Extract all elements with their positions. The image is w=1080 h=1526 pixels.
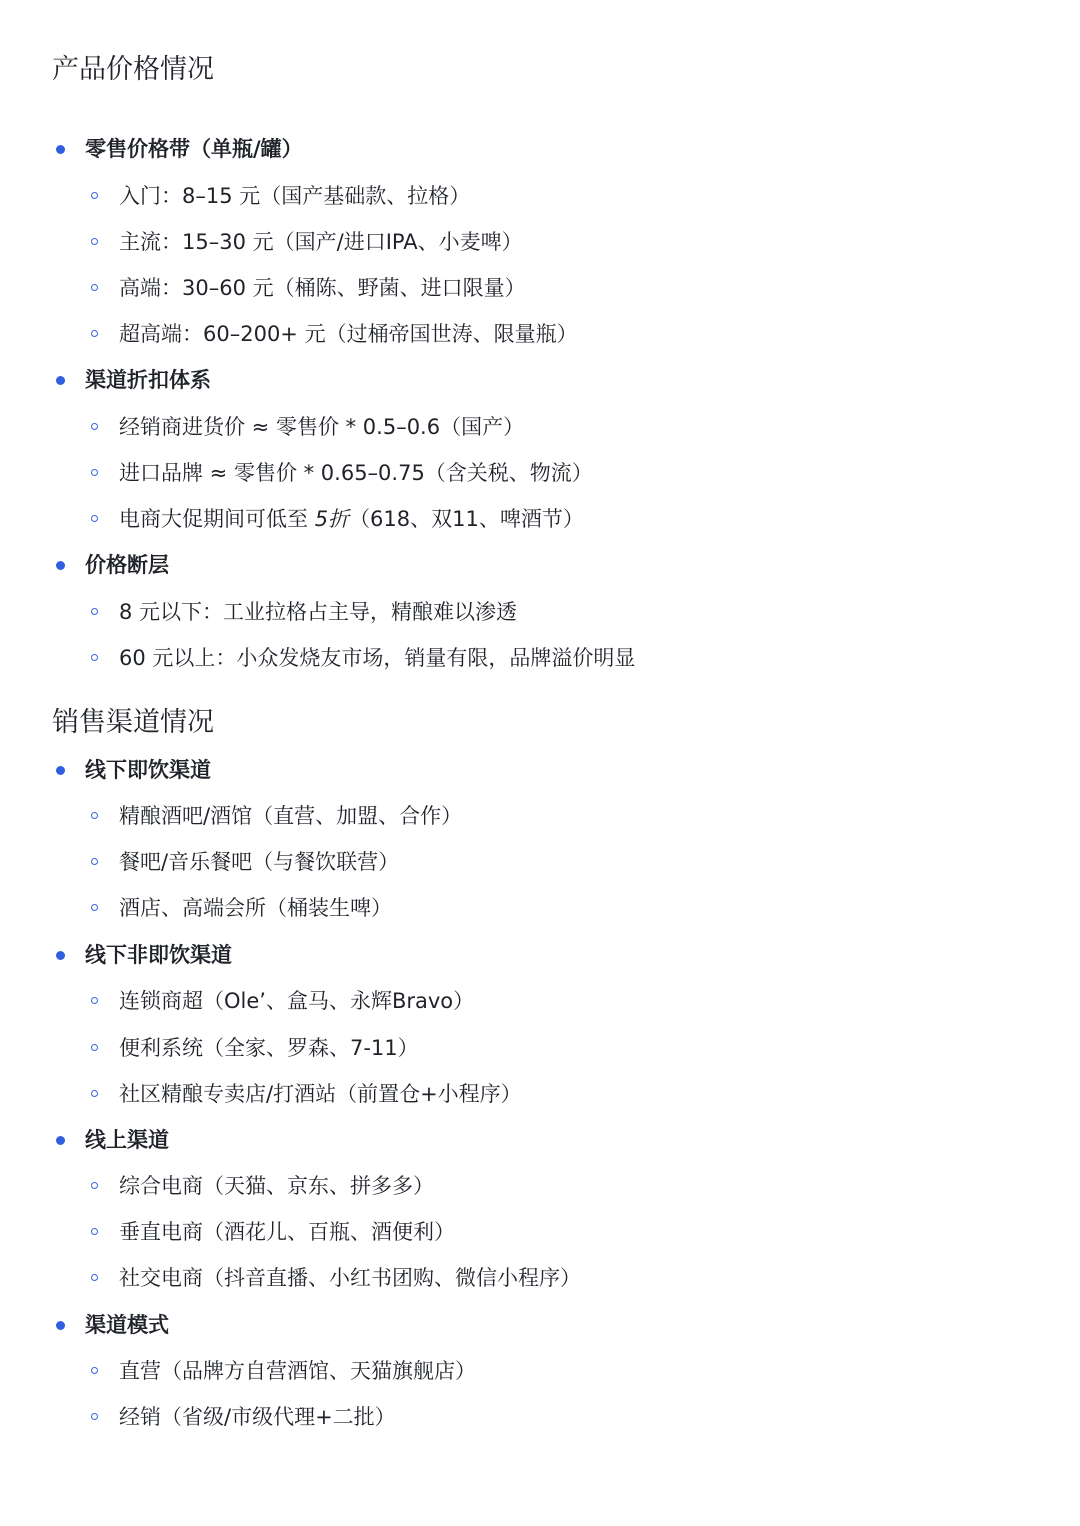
bullet-dot-icon	[56, 145, 65, 154]
bullet-circle-icon	[91, 1182, 98, 1189]
bullet-circle-icon	[91, 904, 98, 911]
bullet-dot-icon	[56, 1136, 65, 1145]
bullet-dot-icon	[56, 951, 65, 960]
bullet-circle-icon	[91, 654, 98, 661]
bullet-circle-icon	[91, 238, 98, 245]
group-label: 线下即饮渠道	[85, 758, 211, 782]
list-item-text: 8 元以下：工业拉格占主导，精酿难以渗透	[119, 600, 518, 624]
bullet-circle-icon	[91, 515, 98, 522]
list-item	[0, 1258, 1080, 1298]
list-item-text: 高端：30–60 元（桶陈、野菌、进口限量）	[119, 276, 526, 300]
list-item-text: 社区精酿专卖店/打酒站（前置仓+小程序）	[119, 1082, 522, 1106]
list-item-text: 经销商进货价 ≈ 零售价 * 0.5–0.6（国产）	[119, 415, 525, 439]
list-group-channel-model	[0, 1305, 1080, 1345]
bullet-circle-icon	[91, 469, 98, 476]
group-label: 渠道模式	[85, 1313, 169, 1337]
list-item	[0, 407, 1080, 447]
list-item-text: 主流：15–30 元（国产/进口IPA、小麦啤）	[119, 230, 523, 254]
list-item	[0, 1166, 1080, 1206]
list-item	[0, 842, 1080, 882]
section-title-sales-channels: 销售渠道情况	[52, 707, 214, 738]
list-item	[0, 1028, 1080, 1068]
bullet-circle-icon	[91, 997, 98, 1004]
list-item-text: 综合电商（天猫、京东、拼多多）	[119, 1174, 434, 1198]
bullet-circle-icon	[91, 284, 98, 291]
bullet-circle-icon	[91, 1367, 98, 1374]
bullet-dot-icon	[56, 766, 65, 775]
group-label: 渠道折扣体系	[85, 368, 211, 392]
bullet-circle-icon	[91, 1044, 98, 1051]
group-label: 价格断层	[85, 553, 169, 577]
bullet-circle-icon	[91, 812, 98, 819]
list-item	[0, 1212, 1080, 1252]
section-title-pricing: 产品价格情况	[52, 54, 214, 85]
list-item-text: 进口品牌 ≈ 零售价 * 0.65–0.75（含关税、物流）	[119, 461, 593, 485]
list-item	[0, 638, 1080, 678]
list-item-text	[119, 504, 584, 534]
list-group-offline-off-premise	[0, 935, 1080, 975]
list-item-text: 直营（品牌方自营酒馆、天猫旗舰店）	[119, 1359, 476, 1383]
list-item-text: 便利系统（全家、罗森、7-11）	[119, 1036, 419, 1060]
list-item-text-before: 电商大促期间可低至	[119, 507, 315, 531]
list-item-text: 餐吧/音乐餐吧（与餐饮联营）	[119, 850, 400, 874]
list-item-text: 酒店、高端会所（桶装生啤）	[119, 896, 392, 920]
list-item	[0, 796, 1080, 836]
bullet-dot-icon	[56, 376, 65, 385]
group-label: 线上渠道	[85, 1128, 169, 1152]
list-item	[0, 1351, 1080, 1391]
list-item-text: 社交电商（抖音直播、小红书团购、微信小程序）	[119, 1266, 581, 1290]
list-item-text: 连锁商超（Ole’、盒马、永辉Bravo）	[119, 989, 475, 1013]
list-item-text: 入门：8–15 元（国产基础款、拉格）	[119, 184, 471, 208]
list-group-retail-price-band	[0, 129, 1080, 169]
bullet-circle-icon	[91, 858, 98, 865]
list-item-text: 60 元以上：小众发烧友市场，销量有限，品牌溢价明显	[119, 646, 636, 670]
group-label: 线下非即饮渠道	[85, 943, 232, 967]
bullet-circle-icon	[91, 1413, 98, 1420]
group-label: 零售价格带（单瓶/罐）	[85, 137, 303, 161]
list-item-text: 垂直电商（酒花儿、百瓶、酒便利）	[119, 1220, 455, 1244]
bullet-circle-icon	[91, 1090, 98, 1097]
list-item	[0, 888, 1080, 928]
list-item	[0, 176, 1080, 216]
bullet-circle-icon	[91, 192, 98, 199]
list-group-price-gap	[0, 545, 1080, 585]
list-item	[0, 314, 1080, 354]
list-item	[0, 453, 1080, 493]
list-group-online	[0, 1120, 1080, 1160]
list-item	[0, 592, 1080, 632]
list-item-emphasis: 5折	[314, 507, 350, 531]
list-item-text: 精酿酒吧/酒馆（直营、加盟、合作）	[119, 804, 463, 828]
list-item	[0, 499, 1080, 539]
list-group-offline-on-premise	[0, 750, 1080, 790]
bullet-circle-icon	[91, 330, 98, 337]
list-group-channel-discount	[0, 360, 1080, 400]
list-item	[0, 981, 1080, 1021]
bullet-circle-icon	[91, 1274, 98, 1281]
list-item	[0, 222, 1080, 262]
bullet-circle-icon	[91, 423, 98, 430]
bullet-dot-icon	[56, 1321, 65, 1330]
bullet-circle-icon	[91, 608, 98, 615]
list-item-text: 超高端：60–200+ 元（过桶帝国世涛、限量瓶）	[119, 322, 578, 346]
list-item-text: 经销（省级/市级代理+二批）	[119, 1405, 396, 1429]
bullet-circle-icon	[91, 1228, 98, 1235]
list-item	[0, 1397, 1080, 1437]
list-item-text-after: （618、双11、啤酒节）	[349, 507, 584, 531]
list-item	[0, 268, 1080, 308]
bullet-dot-icon	[56, 561, 65, 570]
list-item	[0, 1074, 1080, 1114]
